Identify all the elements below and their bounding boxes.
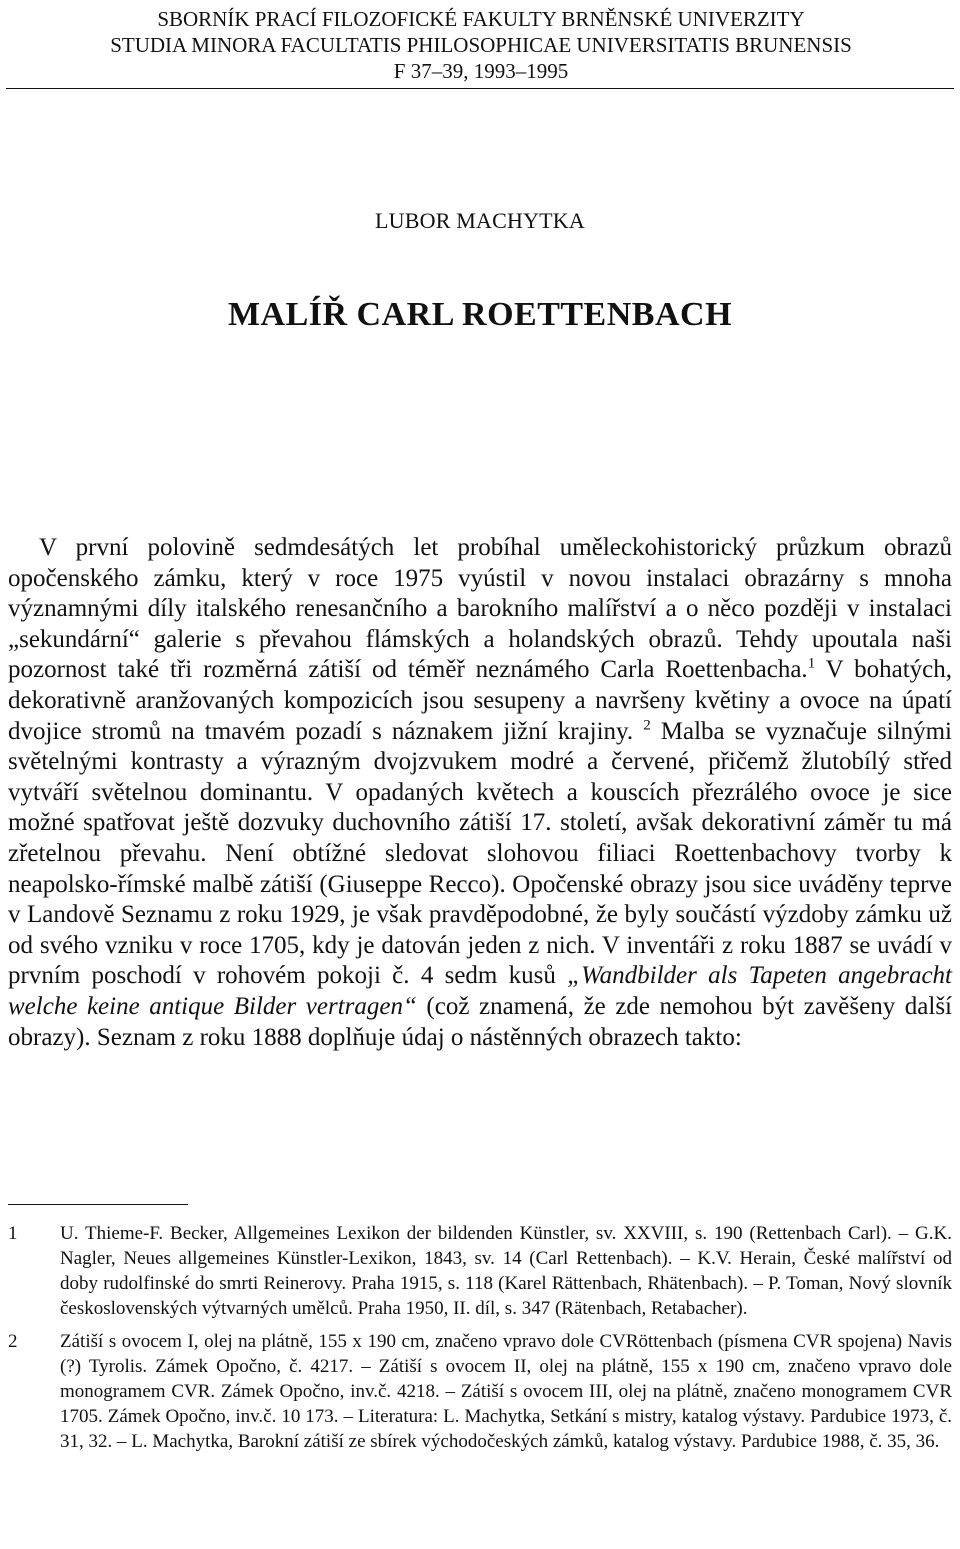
footnote-number: 1 (8, 1223, 18, 1244)
body-text-part2: V bohatých, dekorativně aranžovaných kompozicích jsou sesupeny a navršeny květiny a ovoce na úpatí dvojice stromů na tmavém pozadí s náznakem jižní krajiny. (8, 656, 952, 745)
footnote-text: Zátiší s ovocem I, olej na plátně, 155 x 190 cm, značeno vpravo dole CVRöttenbach (písmena CVR spojena) Navis (?) Tyrolis. Zámek Opočno, č. 4217. – Zátiší s ovocem II, olej na plátně, 155 x 190 cm, značeno vpravo dole monogramem CVR. Zámek Opočno, inv.č. 4218. – Zátiší s ovocem III, olej na plátně, značeno monogramem CVR 1705. Zámek Opočno, inv.č. 10 173. – Literatura: L. Machytka, Setkání s mistry, katalog výstavy. Pardubice 1973, č. 31, 32. – L. Machytka, Barokní zátiší ze sbírek východočeských zámků, katalog výstavy. Pardubice 1988, č. 35, 36. (60, 1331, 952, 1452)
article-body (8, 533, 952, 1053)
journal-header (56, 6, 906, 84)
body-paragraph (8, 533, 952, 1053)
body-text-part4: (což znamená, že zde nemohou být zavěšeny další obrazy). Seznam z roku 1888 doplňuje údaj o nástěnných obrazech takto: (8, 992, 952, 1051)
footnote-2 (8, 1329, 952, 1454)
footnote-ref-2: 2 (643, 717, 651, 734)
footnote-number: 2 (8, 1331, 18, 1352)
footnote-ref-1: 1 (807, 656, 816, 673)
journal-volume: F 37–39, 1993–1995 (393, 59, 569, 83)
journal-title-latin: STUDIA MINORA FACULTATIS PHILOSOPHICAE UNIVERSITATIS BRUNENSIS (110, 33, 852, 57)
header-divider (6, 88, 954, 89)
footnote-text: U. Thieme-F. Becker, Allgemeines Lexikon der bildenden Künstler, sv. XXVIII, s. 190 (Rettenbach Carl). – G.K. Nagler, Neues allgemeines Künstler-Lexikon, 1843, sv. 14 (Carl Rettenbach). – K.V. Herain, České malířství od doby rudolfinské do smrti Reinerovy. Praha 1915, s. 118 (Karel Rättenbach, Rhätenbach). – P. Toman, Nový slovník československých výtvarných umělců. Praha 1950, II. díl, s. 347 (Rätenbach, Retabacher). (60, 1223, 952, 1319)
article-author: LUBOR MACHYTKA (375, 208, 585, 233)
footnote-divider (8, 1204, 188, 1205)
article-title: MALÍŘ CARL ROETTENBACH (227, 296, 733, 333)
body-text-part3: Malba se vyznačuje silnými světelnými kontrasty a výrazným dvojzvukem modré a červené, přičemž žlutobílý střed vytváří světelnou dominantu. V opadaných květech a kouscích přezrálého ovoce je sice možné spatřovat ještě dozvuky duchovního zátiší 17. století, avšak dekorativní záměr tu má zřetelnou převahu. Není obtížné sledovat slohovou filiaci Roettenbachovy tvorby k neapolsko-římské malbě zátiší (Giuseppe Recco). Opočenské obrazy jsou sice uváděny teprve v Landově Seznamu z roku 1929, je však pravděpodobné, že byly součástí výzdoby zámku už od svého vzniku v roce 1705, kdy je datován jeden z nich. V inventáři z roku 1887 se uvádí v prvním poschodí v rohovém pokoji č. 4 sedm kusů (8, 717, 952, 990)
german-quote: „Wandbilder als Tapeten angebracht welche keine antique Bilder vertragen“ (8, 962, 952, 1020)
body-text-part1: V první polovině sedmdesátých let probíhal uměleckohistorický průzkum obrazů opočenského zámku, který v roce 1975 vyústil v novou instalaci obrazárny s mnoha významnými díly italského renesančního a barokního malířství a o něco později v instalaci „sekundární“ galerie s převahou flámských a holandských obrazů. Tehdy upoutala naši pozornost také tři rozměrná zátiší od téměř neznámého Carla Roettenbacha. (8, 534, 952, 684)
footnotes (8, 1221, 952, 1462)
footnote-1 (8, 1221, 952, 1321)
journal-title-czech: SBORNÍK PRACÍ FILOZOFICKÉ FAKULTY BRNĚNSKÉ UNIVERZITY (157, 7, 805, 31)
